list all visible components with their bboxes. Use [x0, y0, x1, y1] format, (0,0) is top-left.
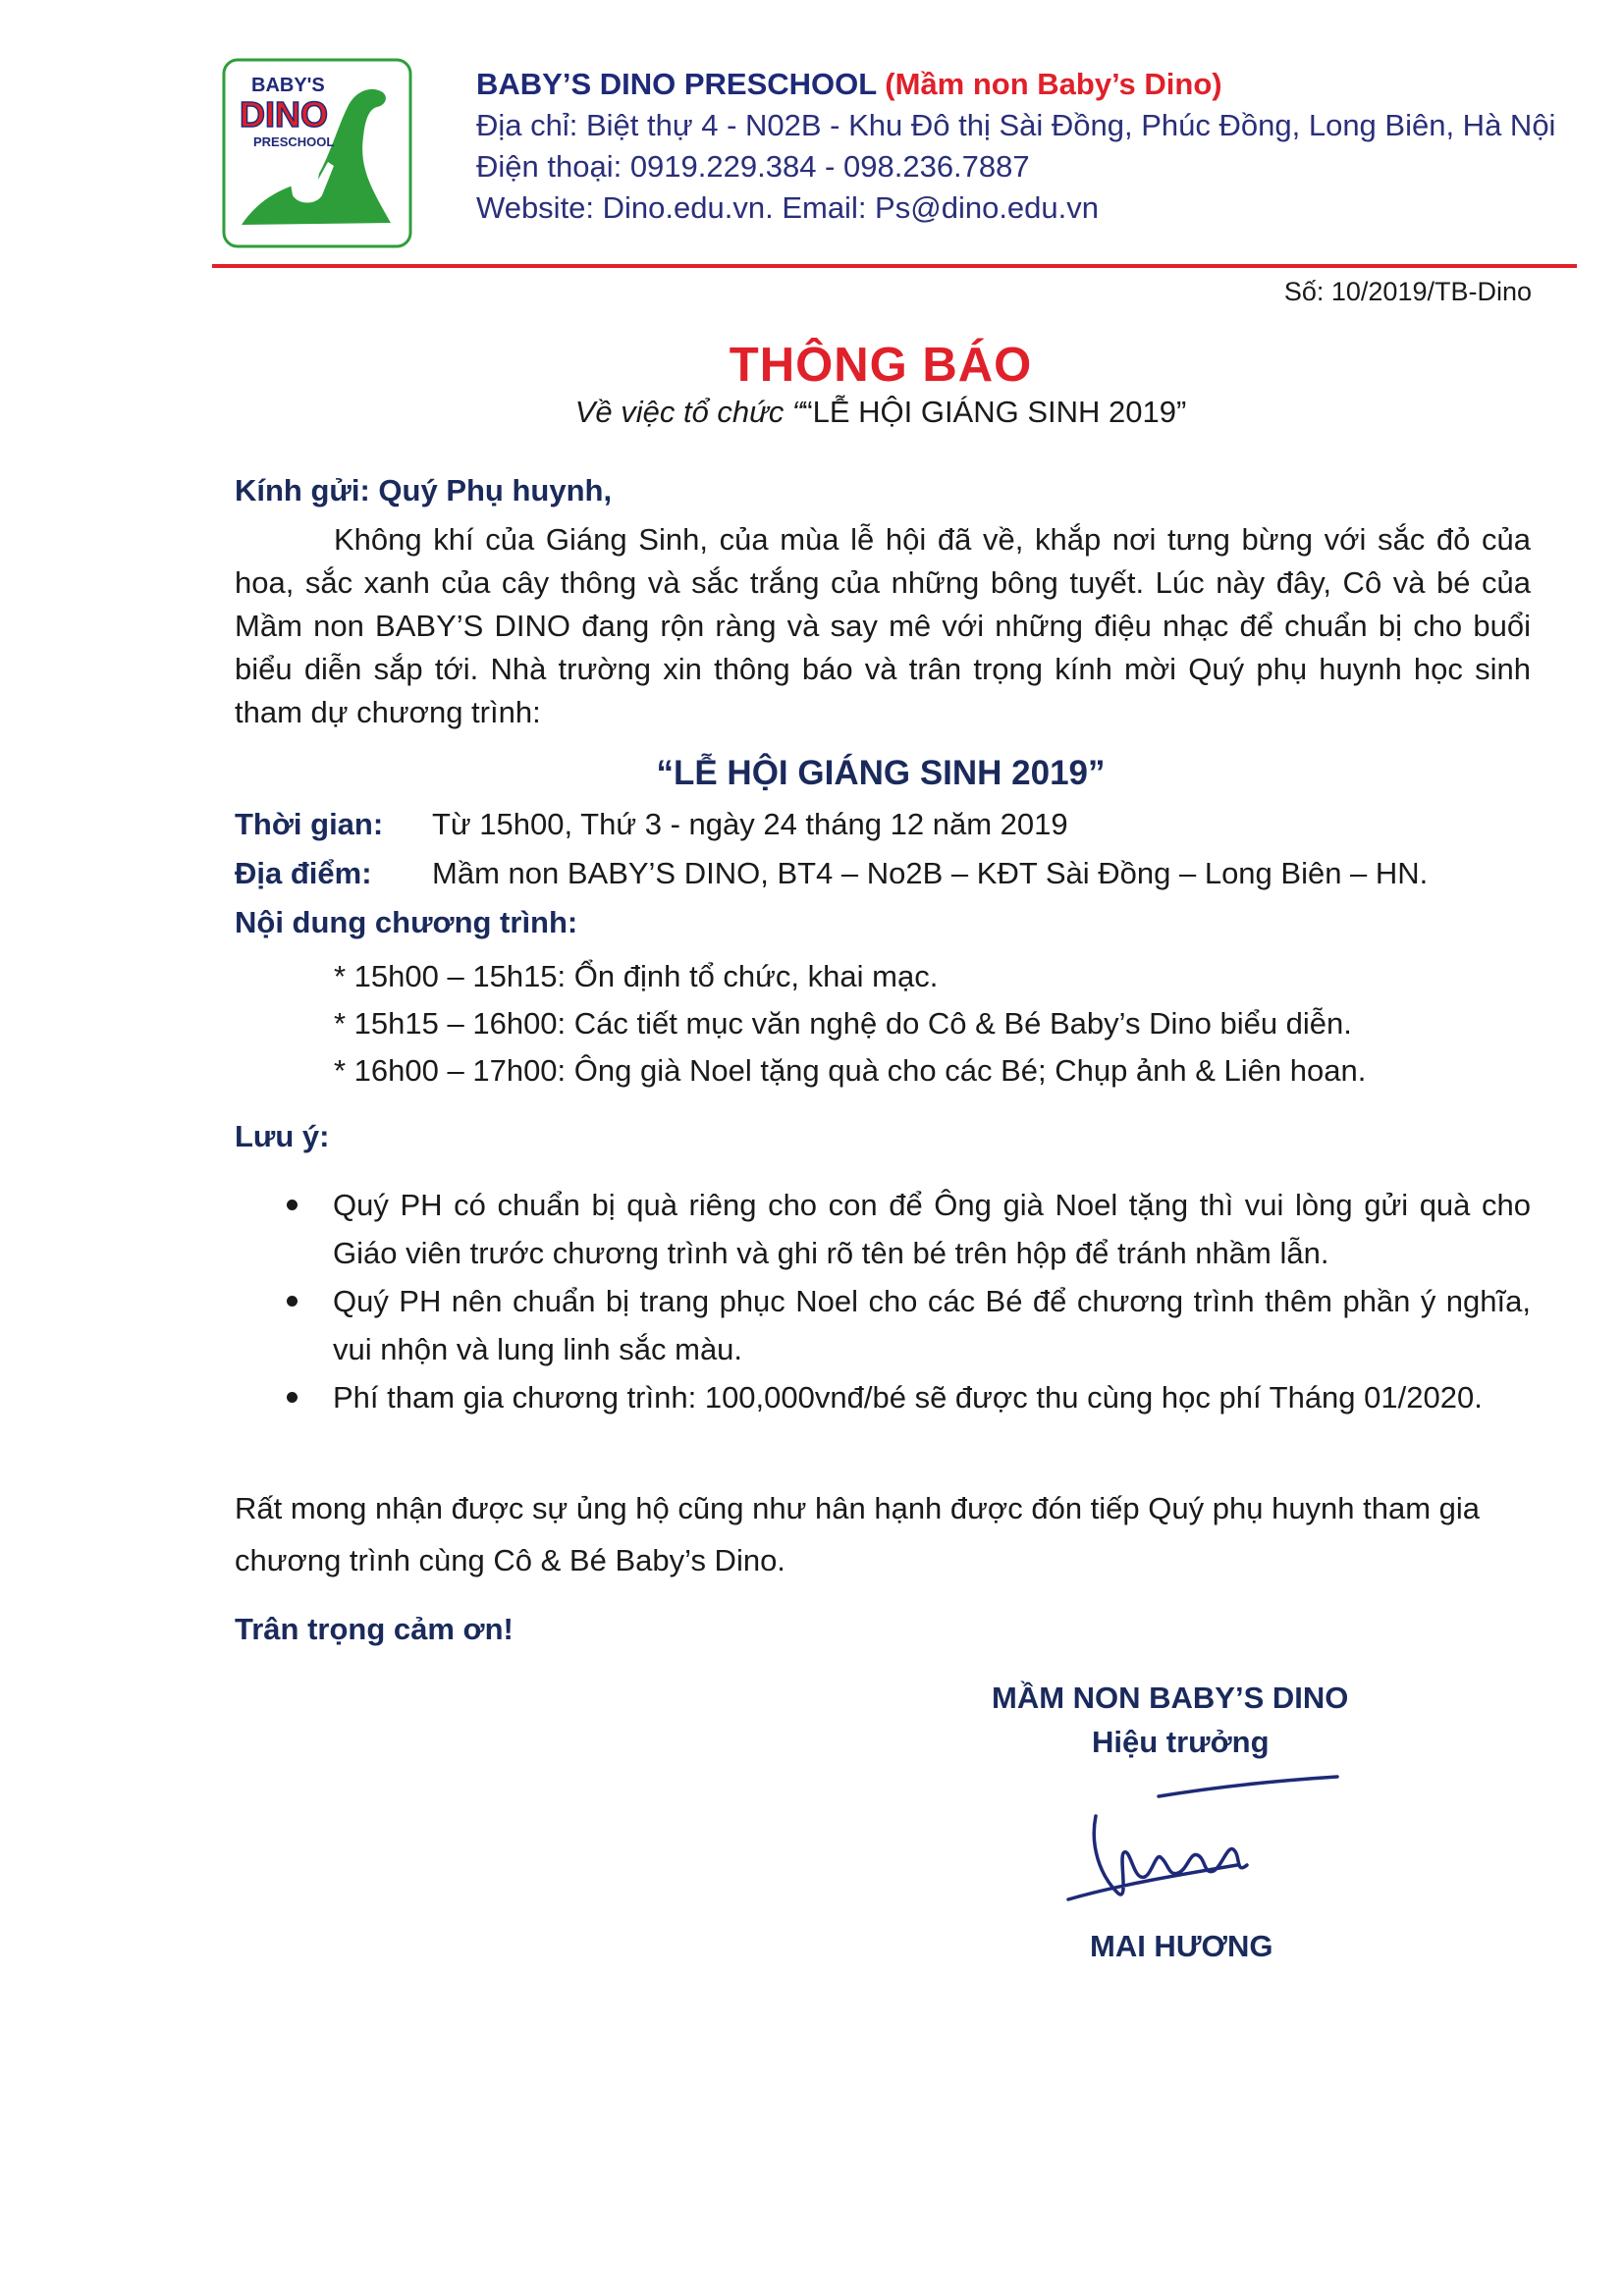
program-item: * 15h15 – 16h00: Các tiết mục văn nghệ do Cô & Bé Baby’s Dino biểu diễn. — [334, 1006, 1352, 1041]
school-website-email: Website: Dino.edu.vn. Email: Ps@dino.edu.vn — [476, 190, 1100, 225]
thanks-line: Trân trọng cảm ơn! — [235, 1612, 514, 1646]
place-value: Mầm non BABY’S DINO, BT4 – No2B – KĐT Sài Đồng – Long Biên – HN. — [432, 856, 1429, 890]
school-phone: Điện thoại: 0919.229.384 - 098.236.7887 — [476, 149, 1030, 184]
school-name-vn: (Mầm non Baby’s Dino) — [885, 67, 1222, 101]
bullet-icon — [287, 1200, 298, 1210]
time-value: Từ 15h00, Thứ 3 - ngày 24 tháng 12 năm 2019 — [432, 807, 1068, 841]
header-divider — [212, 264, 1577, 268]
closing-paragraph: Rất mong nhận được sự ủng hộ cũng như hân hạnh được đón tiếp Quý phụ huynh tham gia chương trình cùng Cô & Bé Baby’s Dino. — [235, 1491, 1481, 1577]
program-label: Nội dung chương trình: — [235, 905, 578, 939]
signature-role: Hiệu trưởng — [1092, 1725, 1270, 1759]
document-title: THÔNG BÁO — [729, 339, 1033, 392]
place-label: Địa điểm: — [235, 856, 372, 890]
signer-name: MAI HƯƠNG — [1090, 1929, 1273, 1963]
program-item: * 15h00 – 15h15: Ổn định tổ chức, khai mạc. — [334, 959, 939, 993]
logo-text-babys: BABY'S — [251, 75, 325, 96]
note-item: Quý PH nên chuẩn bị trang phục Noel cho các Bé để chương trình thêm phần ý nghĩa, vui nhộn và lung linh sắc màu. — [333, 1284, 1531, 1366]
note-item: Quý PH có chuẩn bị quà riêng cho con để Ông già Noel tặng thì vui lòng gửi quà cho Giáo viên trước chương trình và ghi rõ tên bé trên hộp để tránh nhầm lẫn. — [333, 1188, 1531, 1270]
signature-org: MẦM NON BABY’S DINO — [992, 1681, 1349, 1715]
document-subtitle: Về việc tổ chức ““LỄ HỘI GIÁNG SINH 2019” — [574, 395, 1187, 429]
program-item: * 16h00 – 17h00: Ông già Noel tặng quà cho các Bé; Chụp ảnh & Liên hoan. — [334, 1053, 1367, 1088]
logo-text-preschool: PRESCHOOL — [253, 134, 335, 149]
logo-tagline: Let The Children Imagine — [249, 226, 361, 238]
note-item: Phí tham gia chương trình: 100,000vnđ/bé sẽ được thu cùng học phí Tháng 01/2020. — [333, 1380, 1483, 1415]
time-label: Thời gian: — [235, 807, 384, 841]
school-address: Địa chỉ: Biệt thự 4 - N02B - Khu Đô thị Sài Đồng, Phúc Đồng, Long Biên, Hà Nội — [476, 108, 1556, 142]
event-title: “LỄ HỘI GIÁNG SINH 2019” — [656, 754, 1106, 792]
school-logo — [222, 58, 412, 248]
school-name: BABY’S DINO PRESCHOOL (Mầm non Baby’s Dino) — [476, 67, 1222, 101]
handwritten-signature — [1060, 1767, 1345, 1924]
document-number: Số: 10/2019/TB-Dino — [1283, 277, 1532, 306]
bullet-icon — [287, 1392, 298, 1403]
logo-text-dino: DINO — [240, 94, 328, 134]
intro-paragraph: Không khí của Giáng Sinh, của mùa lễ hội đã về, khắp nơi tưng bừng với sắc đỏ của hoa, sắc xanh của cây thông và sắc trắng của những bông tuyết. Lúc này đây, Cô và bé của Mầm non BABY’S DINO đang rộn ràng và say mê với những điệu nhạc để chuẩn bị cho buổi biểu diễn sắp tới. Nhà trường xin thông báo và trân trọng kính mời Quý phụ huynh học sinh tham dự chương trình: — [235, 522, 1531, 729]
note-label: Lưu ý: — [235, 1119, 330, 1153]
salutation: Kính gửi: Quý Phụ huynh, — [235, 473, 613, 507]
bullet-icon — [287, 1296, 298, 1307]
